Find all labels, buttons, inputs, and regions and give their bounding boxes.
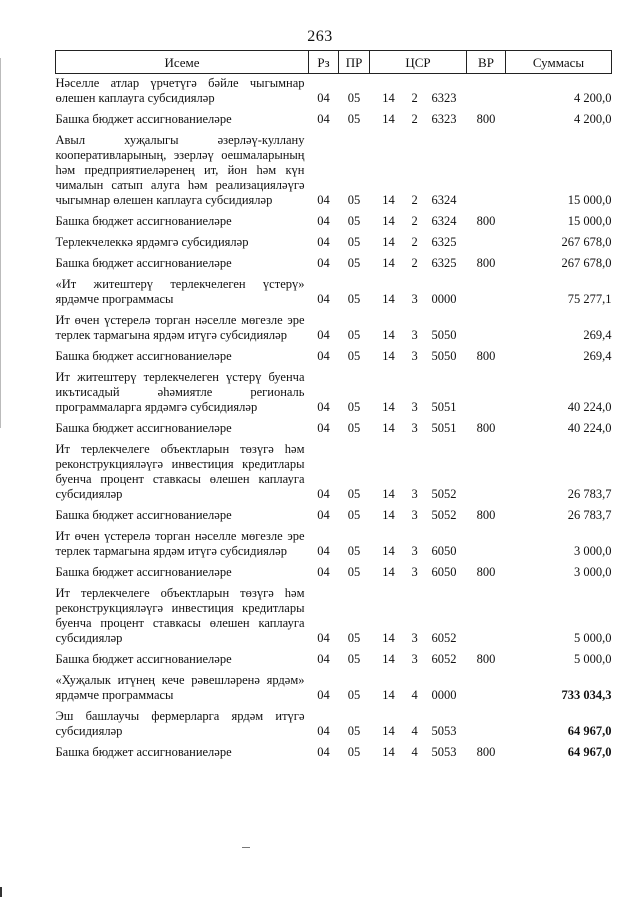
table-row	[56, 707, 612, 743]
cell-pr: 05	[347, 508, 361, 522]
table-row	[56, 347, 612, 368]
cell-sum: 64 967,0	[567, 724, 612, 738]
cell-csr-3: 6050	[431, 565, 457, 579]
cell-pr: 05	[347, 724, 361, 738]
cell-name: Ит житештерү терлекчелеген үстерү буенча икътисадый әһәмиятле региональ программаларга ярдәмгә субсидияләр	[55, 370, 305, 414]
edge-mark	[0, 887, 2, 897]
cell-csr-2: 3	[411, 421, 418, 435]
cell-csr-3: 6052	[431, 631, 457, 645]
cell-rz: 04	[317, 91, 330, 105]
cell-rz: 04	[317, 487, 330, 501]
cell-csr-2: 2	[411, 235, 418, 249]
header-name: Исеме	[56, 51, 309, 74]
cell-csr-2: 4	[411, 688, 418, 702]
cell-csr-1: 14	[382, 235, 395, 249]
cell-sum: 15 000,0	[567, 193, 612, 207]
cell-csr-1: 14	[382, 745, 395, 759]
cell-name: Башка бюджет ассигнованиеләре	[55, 508, 232, 522]
cell-csr-1: 14	[382, 652, 395, 666]
cell-csr-3: 5051	[431, 400, 457, 414]
cell-name: Башка бюджет ассигнованиеләре	[55, 256, 232, 270]
cell-pr: 05	[347, 193, 361, 207]
cell-pr: 05	[347, 631, 361, 645]
table-row	[56, 131, 612, 212]
cell-pr: 05	[347, 652, 361, 666]
cell-pr: 05	[347, 400, 361, 414]
cell-csr-1: 14	[382, 565, 395, 579]
cell-rz: 04	[317, 565, 330, 579]
table-row	[56, 254, 612, 275]
header-csr: ЦСР	[370, 51, 467, 74]
cell-csr-2: 3	[411, 565, 418, 579]
cell-name: «Хуҗалык итүнең кече рәвешләренә ярдәм» ярдәмче программасы	[55, 673, 305, 702]
cell-rz: 04	[317, 544, 330, 558]
cell-rz: 04	[317, 745, 330, 759]
cell-csr-3: 5050	[431, 328, 457, 342]
cell-sum: 267 678,0	[561, 235, 612, 249]
cell-csr-2: 3	[411, 544, 418, 558]
cell-csr-1: 14	[382, 421, 395, 435]
cell-csr-3: 5050	[431, 349, 457, 363]
table-row	[56, 527, 612, 563]
cell-csr-3: 5053	[431, 724, 457, 738]
scan-edge-line	[0, 58, 1, 428]
cell-csr-1: 14	[382, 214, 395, 228]
cell-name: Башка бюджет ассигнованиеләре	[55, 112, 232, 126]
cell-vr: 800	[476, 508, 496, 522]
budget-table	[55, 50, 612, 764]
cell-pr: 05	[347, 349, 361, 363]
table-row	[56, 650, 612, 671]
cell-rz: 04	[317, 631, 330, 645]
cell-name: Башка бюджет ассигнованиеләре	[55, 652, 232, 666]
table-body	[56, 74, 612, 765]
cell-vr: 800	[476, 256, 496, 270]
cell-vr: 800	[476, 349, 496, 363]
cell-csr-1: 14	[382, 400, 395, 414]
cell-sum: 3 000,0	[574, 544, 612, 558]
table-row	[56, 233, 612, 254]
cell-vr: 800	[476, 421, 496, 435]
cell-sum: 75 277,1	[567, 292, 612, 306]
cell-csr-1: 14	[382, 487, 395, 501]
cell-vr	[467, 131, 506, 212]
cell-csr-1: 14	[382, 349, 395, 363]
cell-csr-1: 14	[382, 193, 395, 207]
cell-name: Ит терлекчелеге объектларын төзүгә һәм реконструкцияләүгә инвестиция кредитлары буенча процент ставкасы өлешен каплауга субсидияләр	[55, 586, 305, 645]
cell-csr-3: 6323	[431, 91, 457, 105]
cell-name: Ит терлекчелеге объектларын төзүгә һәм реконструкцияләүгә инвестиция кредитлары буенча процент ставкасы өлешен каплауга субсидияләр	[55, 442, 305, 501]
cell-vr	[467, 671, 506, 707]
cell-csr-2: 2	[411, 256, 418, 270]
cell-name: Терлекчелеккә ярдәмгә субсидияләр	[55, 235, 249, 249]
cell-sum: 26 783,7	[567, 508, 612, 522]
cell-csr-2: 3	[411, 508, 418, 522]
cell-sum: 64 967,0	[567, 745, 612, 759]
cell-vr	[467, 368, 506, 419]
cell-sum: 269,4	[583, 349, 612, 363]
cell-pr: 05	[347, 91, 361, 105]
cell-rz: 04	[317, 235, 330, 249]
cell-csr-1: 14	[382, 544, 395, 558]
cell-csr-3: 5053	[431, 745, 457, 759]
cell-name: Эш башлаучы фермерларга ярдәм итүгә субсидияләр	[55, 709, 305, 738]
cell-csr-1: 14	[382, 91, 395, 105]
cell-rz: 04	[317, 724, 330, 738]
cell-vr: 800	[476, 112, 496, 126]
cell-rz: 04	[317, 214, 330, 228]
cell-csr-1: 14	[382, 256, 395, 270]
cell-name: Башка бюджет ассигнованиеләре	[55, 745, 232, 759]
cell-csr-3: 5051	[431, 421, 457, 435]
cell-name: Башка бюджет ассигнованиеләре	[55, 214, 232, 228]
cell-sum: 733 034,3	[561, 688, 612, 702]
cell-pr: 05	[347, 328, 361, 342]
cell-sum: 5 000,0	[574, 631, 612, 645]
cell-rz: 04	[317, 688, 330, 702]
cell-csr-3: 6052	[431, 652, 457, 666]
cell-vr: 800	[476, 214, 496, 228]
cell-csr-2: 3	[411, 631, 418, 645]
cell-csr-3: 6325	[431, 256, 457, 270]
cell-rz: 04	[317, 193, 330, 207]
cell-csr-2: 2	[411, 112, 418, 126]
table-row	[56, 563, 612, 584]
table-row	[56, 440, 612, 506]
cell-csr-2: 2	[411, 91, 418, 105]
header-rz: Рз	[309, 51, 339, 74]
cell-sum: 4 200,0	[574, 91, 612, 105]
stray-mark	[242, 847, 250, 848]
cell-csr-2: 3	[411, 652, 418, 666]
cell-sum: 269,4	[583, 328, 612, 342]
cell-csr-3: 6324	[431, 214, 457, 228]
cell-pr: 05	[347, 421, 361, 435]
cell-vr: 800	[476, 652, 496, 666]
cell-vr	[467, 74, 506, 111]
table-row	[56, 743, 612, 764]
cell-csr-2: 2	[411, 214, 418, 228]
cell-name: Нәселле атлар үрчетүгә бәйле чыгымнар өлешен каплауга субсидияләр	[55, 76, 305, 105]
table-row	[56, 74, 612, 111]
cell-pr: 05	[347, 292, 361, 306]
cell-csr-1: 14	[382, 292, 395, 306]
cell-csr-3: 0000	[431, 688, 457, 702]
cell-csr-3: 6323	[431, 112, 457, 126]
cell-sum: 15 000,0	[567, 214, 612, 228]
cell-csr-3: 5052	[431, 508, 457, 522]
cell-sum: 267 678,0	[561, 256, 612, 270]
cell-rz: 04	[317, 256, 330, 270]
header-pr: ПР	[339, 51, 370, 74]
cell-name: Башка бюджет ассигнованиеләре	[55, 421, 232, 435]
cell-pr: 05	[347, 544, 361, 558]
cell-csr-2: 3	[411, 328, 418, 342]
cell-rz: 04	[317, 292, 330, 306]
cell-csr-1: 14	[382, 688, 395, 702]
cell-rz: 04	[317, 652, 330, 666]
cell-csr-1: 14	[382, 724, 395, 738]
cell-csr-2: 4	[411, 724, 418, 738]
cell-rz: 04	[317, 421, 330, 435]
cell-csr-2: 3	[411, 292, 418, 306]
cell-vr	[467, 584, 506, 650]
table-row	[56, 584, 612, 650]
cell-csr-3: 5052	[431, 487, 457, 501]
cell-csr-2: 3	[411, 349, 418, 363]
cell-csr-3: 6050	[431, 544, 457, 558]
cell-vr	[467, 707, 506, 743]
header-sum: Суммасы	[506, 51, 612, 74]
cell-csr-2: 4	[411, 745, 418, 759]
cell-csr-1: 14	[382, 508, 395, 522]
cell-name: Ит өчен үстерелә торган нәселле мөгезле эре терлек тармагына ярдәм итүгә субсидияләр	[55, 313, 305, 342]
cell-sum: 4 200,0	[574, 112, 612, 126]
cell-vr	[467, 311, 506, 347]
cell-csr-1: 14	[382, 112, 395, 126]
cell-vr: 800	[476, 745, 496, 759]
cell-csr-2: 3	[411, 400, 418, 414]
cell-pr: 05	[347, 745, 361, 759]
table-header-row	[56, 51, 612, 74]
cell-sum: 40 224,0	[567, 421, 612, 435]
cell-name: Авыл хуҗалыгы әзерләү-куллану кооперативларының, эзерләү оешмаларының һәм предприятиеләренең ит, йон һәм күн чималын сатып алуга һәм реализацияләүгә чыгымнар өлешен каплауга субсидияләр	[55, 133, 305, 207]
cell-csr-3: 6324	[431, 193, 457, 207]
table-row	[56, 110, 612, 131]
cell-csr-1: 14	[382, 328, 395, 342]
cell-vr	[467, 527, 506, 563]
table-row	[56, 212, 612, 233]
cell-vr	[467, 440, 506, 506]
cell-csr-3: 6325	[431, 235, 457, 249]
cell-vr	[467, 275, 506, 311]
cell-vr: 800	[476, 565, 496, 579]
cell-pr: 05	[347, 565, 361, 579]
cell-rz: 04	[317, 328, 330, 342]
cell-name: Ит өчен үстерелә торган нәселле мөгезле эре терлек тармагына ярдәм итүгә субсидияләр	[55, 529, 305, 558]
cell-pr: 05	[347, 256, 361, 270]
cell-sum: 3 000,0	[574, 565, 612, 579]
cell-sum: 5 000,0	[574, 652, 612, 666]
cell-name: Башка бюджет ассигнованиеләре	[55, 349, 232, 363]
cell-pr: 05	[347, 112, 361, 126]
cell-vr	[467, 233, 506, 254]
table-row	[56, 311, 612, 347]
cell-pr: 05	[347, 487, 361, 501]
cell-rz: 04	[317, 400, 330, 414]
cell-pr: 05	[347, 688, 361, 702]
cell-sum: 26 783,7	[567, 487, 612, 501]
cell-rz: 04	[317, 349, 330, 363]
cell-csr-3: 0000	[431, 292, 457, 306]
table-row	[56, 506, 612, 527]
cell-csr-2: 2	[411, 193, 418, 207]
table-row	[56, 275, 612, 311]
cell-rz: 04	[317, 508, 330, 522]
cell-csr-2: 3	[411, 487, 418, 501]
cell-pr: 05	[347, 214, 361, 228]
cell-pr: 05	[347, 235, 361, 249]
table-row	[56, 671, 612, 707]
table-row	[56, 368, 612, 419]
header-vr: ВР	[467, 51, 506, 74]
cell-rz: 04	[317, 112, 330, 126]
cell-name: Башка бюджет ассигнованиеләре	[55, 565, 232, 579]
page-number: 263	[307, 28, 333, 45]
cell-csr-1: 14	[382, 631, 395, 645]
table-row	[56, 419, 612, 440]
cell-name: «Ит житештерү терлекчелеген үстерү» ярдәмче программасы	[55, 277, 305, 306]
cell-sum: 40 224,0	[567, 400, 612, 414]
